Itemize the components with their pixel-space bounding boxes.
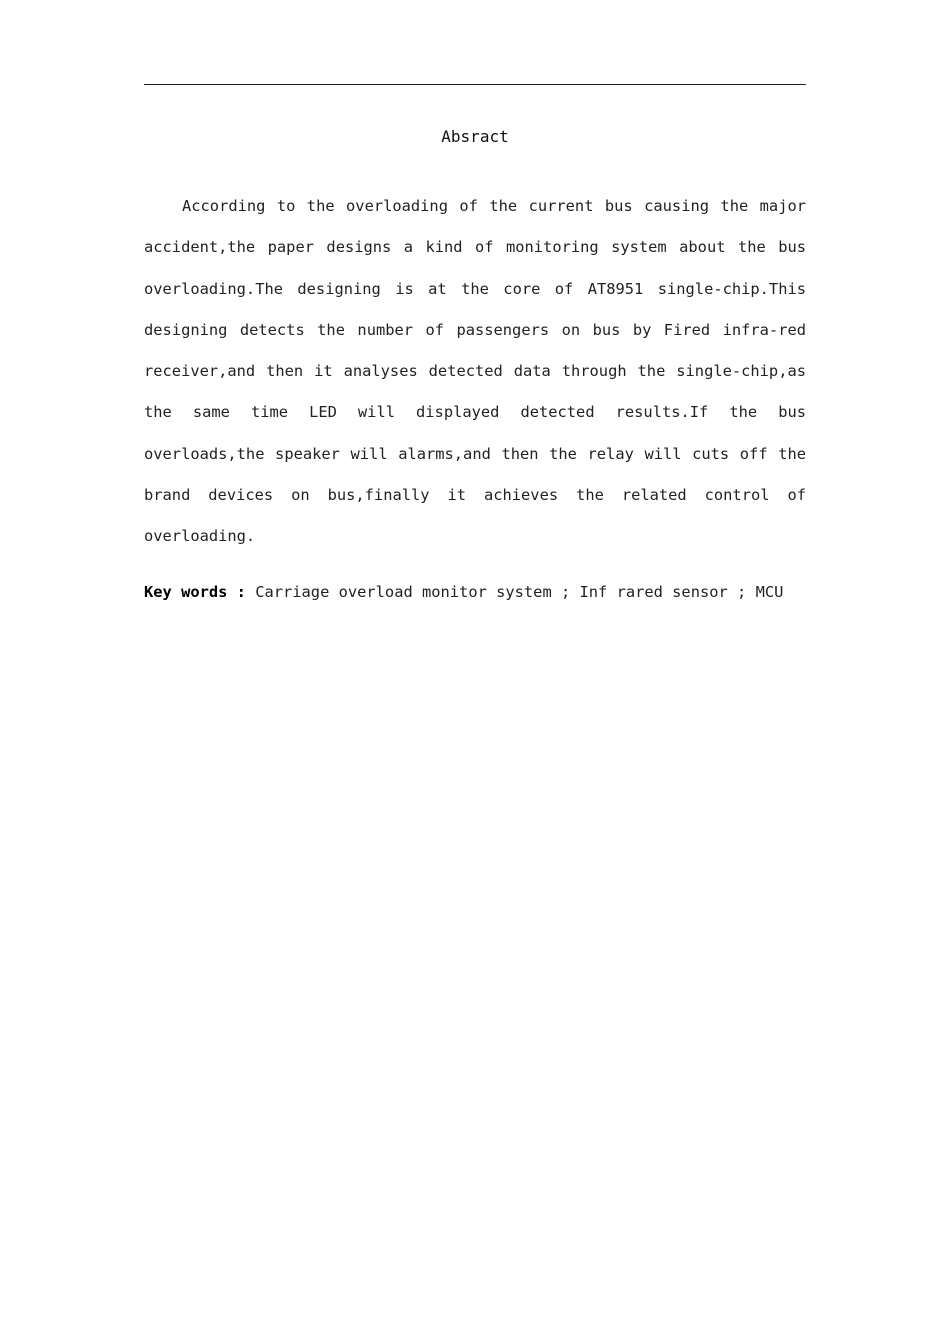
- keywords-label: Key words :: [144, 583, 256, 601]
- keywords-text: Carriage overload monitor system ; Inf rared sensor ; MCU: [255, 583, 784, 601]
- keywords-line: [144, 579, 824, 605]
- abstract-body: According to the overloading of the current bus causing the major accident,the paper designs a kind of monitoring system about the bus overloading.The designing is at the core of AT8951 single-chip.This designing detects the number of passengers on bus by Fired infra-red receiver,and then it analyses detected data through the single-chip,as the same time LED will displayed detected results.If the bus overloads,the speaker will alarms,and then the relay will cuts off the brand devices on bus,finally it achieves the related control of overloading.: [144, 197, 806, 546]
- header-rule: [144, 84, 806, 85]
- abstract-title: Absract: [441, 127, 509, 146]
